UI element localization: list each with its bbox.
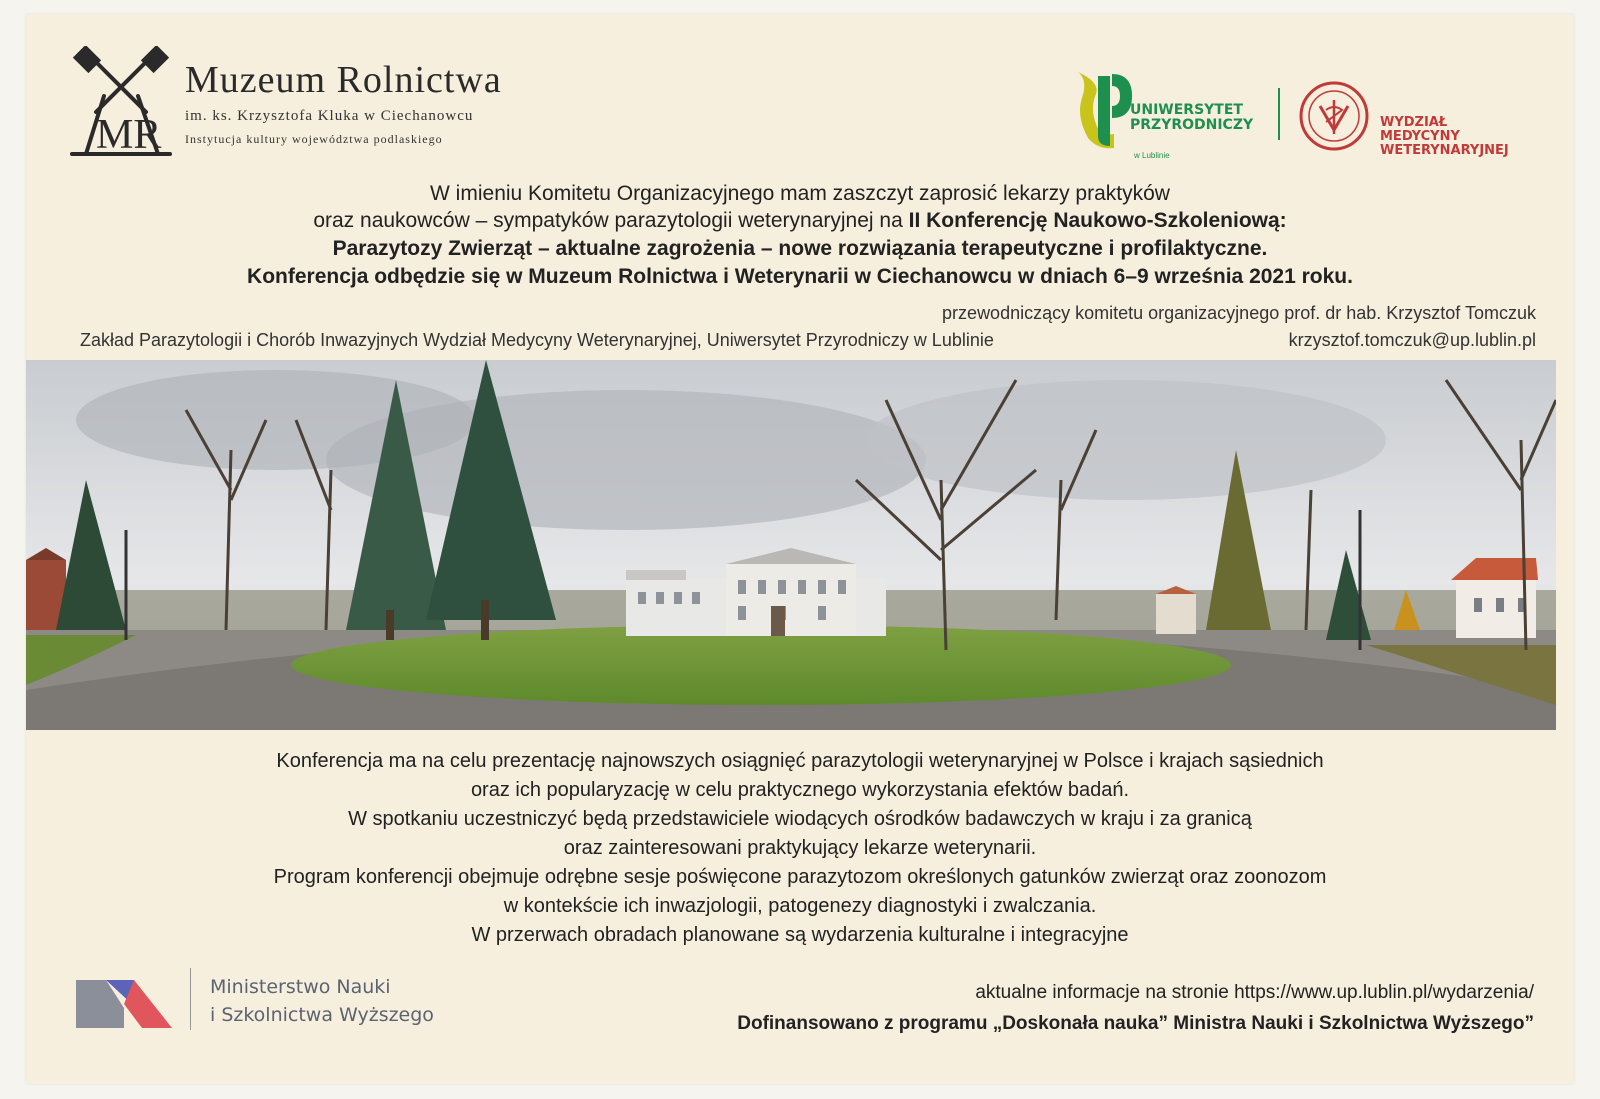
info-link[interactable]: aktualne informacje na stronie https://www.up.lublin.pl/wydarzenia/ bbox=[975, 982, 1534, 1003]
conference-name: II Konferencję Naukowo-Szkoleniową: bbox=[908, 209, 1287, 232]
contact-email[interactable]: krzysztof.tomczuk@up.lublin.pl bbox=[1288, 330, 1536, 350]
up-lublin-logo-icon bbox=[1074, 66, 1132, 154]
conference-date-place: Konferencja odbędzie się w Muzeum Rolnictwa i Weterynarii w Ciechanowcu w dniach 6–9 września 2021 roku. bbox=[247, 265, 1353, 288]
funding-note: Dofinansowano z programu „Doskonała nauka” Ministra Nauki i Szkolnictwa Wyższego” bbox=[737, 1013, 1534, 1034]
committee-chair: przewodniczący komitetu organizacyjnego prof. dr hab. Krzysztof Tomczuk bbox=[942, 303, 1536, 323]
department: Zakład Parazytologii i Chorób Inwazyjnych Wydział Medycyny Weterynaryjnej, Uniwersytet Przyrodniczy w Lublinie bbox=[80, 330, 994, 350]
conference-topic: Parazytozy Zwierząt – aktualne zagrożenia – nowe rozwiązania terapeutyczne i profilaktyczne. bbox=[332, 237, 1268, 260]
intro-line-2: oraz naukowców – sympatyków parazytologii weterynaryjnej na II Konferencję Naukowo-Szkoleniową: bbox=[313, 209, 1287, 232]
svg-text:MR: MR bbox=[96, 112, 162, 158]
vet-faculty-emblem-icon bbox=[1298, 80, 1370, 152]
conference-description: Konferencja ma na celu prezentację najnowszych osiągnięć parazytologii weterynaryjnej w Polsce i krajach sąsiednich oraz ich popularyzację w celu praktycznego wykorzystania efektów badań. W spotkaniu uczestniczyć będą przedstawiciele wiodących ośrodków badawczych w kraju i za granicą oraz zainteresowani praktykujący lekarze weterynarii. Program konferencji obejmuje odrębne sesje poświęcone parazytozom określonych gatunków zwierząt oraz zoonozom w kontekście ich inwazjologii, patogenezy diagnostyki i zwalczania. W przerwach obradach planowane są wydarzenia kulturalne i integracyjne bbox=[273, 750, 1327, 946]
up-name: UNIWERSYTET PRZYRODNICZY bbox=[1130, 102, 1254, 133]
museum-title: Muzeum Rolnictwa bbox=[185, 59, 502, 101]
up-city: w Lublinie bbox=[1134, 151, 1170, 160]
ministry-logo-icon bbox=[76, 974, 172, 1028]
museum-institution: Instytucja kultury województwa podlaskiego bbox=[185, 132, 443, 146]
ministry-divider bbox=[190, 968, 191, 1030]
museum-subtitle: im. ks. Krzysztofa Kluka w Ciechanowcu bbox=[185, 108, 474, 124]
logo-divider bbox=[1278, 88, 1280, 140]
park-manor-panorama bbox=[26, 360, 1556, 730]
vet-faculty-name: WYDZIAŁ MEDYCYNY WETERYNARYJNEJ bbox=[1380, 115, 1509, 158]
windmill-mr-icon bbox=[66, 46, 176, 162]
intro-line-1: W imieniu Komitetu Organizacyjnego mam zaszczyt zaprosić lekarzy praktyków bbox=[430, 182, 1170, 205]
ministry-name: Ministerstwo Nauki i Szkolnictwa Wyższego bbox=[210, 976, 434, 1026]
